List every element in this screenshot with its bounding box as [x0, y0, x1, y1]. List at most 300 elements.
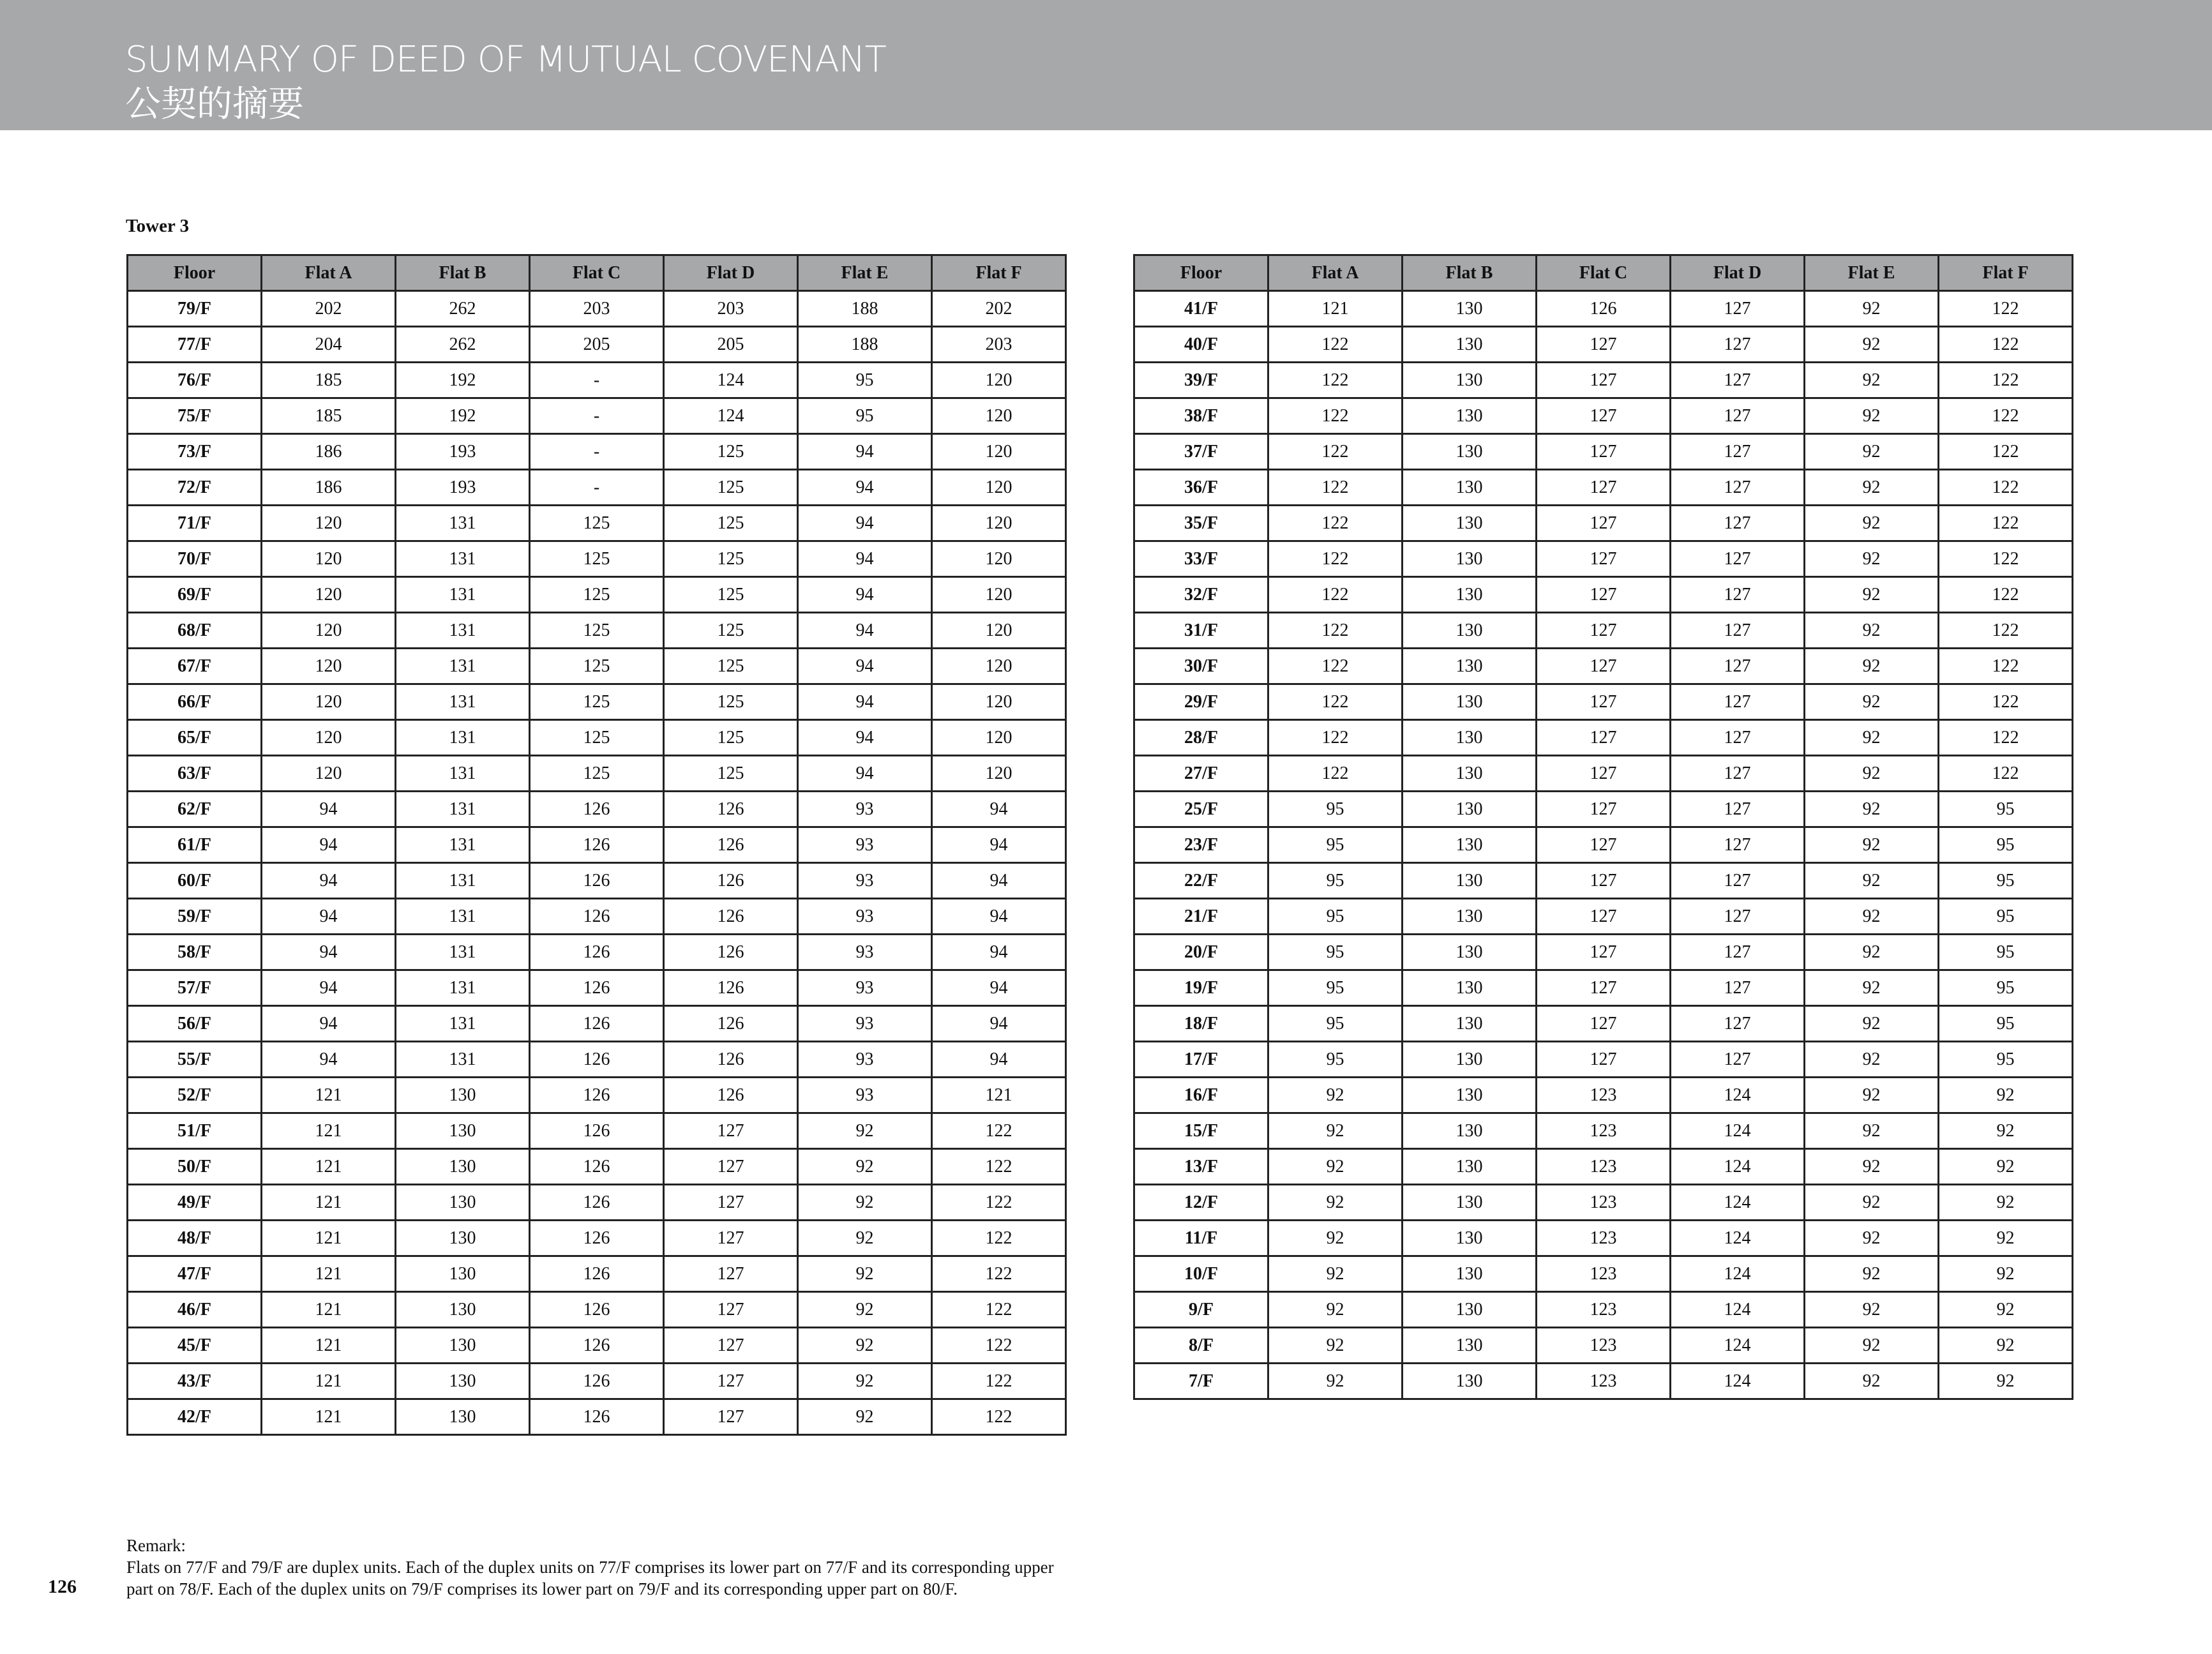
share-cell: 130 — [1403, 1042, 1537, 1078]
column-header: Flat E — [798, 255, 932, 291]
table-row — [128, 684, 1066, 720]
share-cell: 127 — [664, 1113, 798, 1149]
share-cell: 120 — [262, 577, 396, 613]
table-row — [128, 1185, 1066, 1221]
share-cell: 92 — [1805, 398, 1939, 434]
share-cell: 130 — [396, 1113, 530, 1149]
share-cell: 130 — [1403, 684, 1537, 720]
share-cell: 127 — [664, 1292, 798, 1328]
share-cell: 120 — [932, 398, 1066, 434]
page-title-english: SUMMARY OF DEED OF MUTUAL COVENANT — [125, 39, 886, 80]
share-cell: 130 — [1403, 327, 1537, 363]
table-row — [128, 1078, 1066, 1113]
share-cell: 126 — [530, 970, 664, 1006]
share-cell: 202 — [932, 291, 1066, 327]
share-cell: 94 — [932, 792, 1066, 827]
floor-cell: 37/F — [1134, 434, 1268, 470]
table-row — [128, 470, 1066, 506]
share-cell: 127 — [664, 1399, 798, 1435]
share-cell: 120 — [262, 506, 396, 541]
share-cell: 125 — [530, 684, 664, 720]
share-cell: 120 — [262, 720, 396, 756]
share-cell: 130 — [1403, 756, 1537, 792]
share-cell: 185 — [262, 363, 396, 398]
share-cell: 131 — [396, 720, 530, 756]
share-cell: 130 — [1403, 1292, 1537, 1328]
share-cell: 122 — [932, 1364, 1066, 1399]
share-cell: 120 — [932, 649, 1066, 684]
share-cell: 122 — [1939, 470, 2073, 506]
share-cell: 95 — [1939, 935, 2073, 970]
share-cell: 127 — [1537, 970, 1671, 1006]
share-cell: 127 — [664, 1221, 798, 1256]
share-cell: 130 — [1403, 792, 1537, 827]
share-cell: 93 — [798, 899, 932, 935]
floor-cell: 66/F — [128, 684, 262, 720]
share-cell: 92 — [798, 1399, 932, 1435]
share-cell: 127 — [1537, 398, 1671, 434]
share-cell: 94 — [262, 899, 396, 935]
share-cell: 127 — [1671, 470, 1805, 506]
share-cell: 120 — [932, 506, 1066, 541]
share-cell: 121 — [262, 1364, 396, 1399]
share-cell: 188 — [798, 291, 932, 327]
share-cell: 126 — [530, 1399, 664, 1435]
share-cell: 122 — [1939, 577, 2073, 613]
share-cell: 126 — [664, 827, 798, 863]
share-cell: 127 — [1537, 720, 1671, 756]
share-cell: 95 — [1268, 792, 1403, 827]
floor-cell: 10/F — [1134, 1256, 1268, 1292]
share-cell: 92 — [1805, 1364, 1939, 1399]
column-header: Flat B — [1403, 255, 1537, 291]
share-cell: 122 — [932, 1113, 1066, 1149]
share-cell: 92 — [1805, 1221, 1939, 1256]
share-cell: 92 — [1268, 1256, 1403, 1292]
table-row — [128, 1292, 1066, 1328]
floor-cell: 49/F — [128, 1185, 262, 1221]
share-cell: 127 — [1671, 541, 1805, 577]
share-cell: 126 — [530, 1149, 664, 1185]
floor-cell: 71/F — [128, 506, 262, 541]
share-cell: 122 — [1268, 398, 1403, 434]
share-cell: 127 — [664, 1185, 798, 1221]
share-cell: 92 — [1939, 1364, 2073, 1399]
share-cell: 95 — [1268, 935, 1403, 970]
share-cell: 130 — [396, 1399, 530, 1435]
share-cell: 122 — [1939, 720, 2073, 756]
share-cell: 126 — [530, 1364, 664, 1399]
floor-cell: 75/F — [128, 398, 262, 434]
share-cell: 122 — [1939, 327, 2073, 363]
share-cell: 122 — [1939, 434, 2073, 470]
share-cell: 92 — [1805, 899, 1939, 935]
share-cell: 123 — [1537, 1364, 1671, 1399]
share-cell: 125 — [664, 577, 798, 613]
table-row — [128, 613, 1066, 649]
floor-cell: 56/F — [128, 1006, 262, 1042]
share-cell: 120 — [932, 541, 1066, 577]
share-cell: 130 — [1403, 470, 1537, 506]
share-cell: 92 — [1805, 970, 1939, 1006]
share-cell: 120 — [932, 613, 1066, 649]
share-cell: 92 — [1939, 1328, 2073, 1364]
share-cell: 94 — [798, 684, 932, 720]
share-cell: 204 — [262, 327, 396, 363]
share-cell: 126 — [530, 792, 664, 827]
share-cell: 123 — [1537, 1113, 1671, 1149]
share-cell: 125 — [664, 434, 798, 470]
column-header: Flat B — [396, 255, 530, 291]
share-cell: 94 — [798, 613, 932, 649]
share-cell: 126 — [530, 863, 664, 899]
floor-cell: 77/F — [128, 327, 262, 363]
share-cell: 92 — [1805, 863, 1939, 899]
share-cell: 125 — [530, 613, 664, 649]
share-cell: 126 — [530, 1006, 664, 1042]
floor-cell: 17/F — [1134, 1042, 1268, 1078]
share-cell: 126 — [530, 1328, 664, 1364]
table-row — [1134, 541, 2073, 577]
table-row — [128, 1113, 1066, 1149]
table-row — [128, 398, 1066, 434]
share-cell: 127 — [664, 1149, 798, 1185]
floor-cell: 18/F — [1134, 1006, 1268, 1042]
table-row — [128, 649, 1066, 684]
share-cell: 125 — [530, 649, 664, 684]
share-cell: 94 — [798, 470, 932, 506]
share-cell: 123 — [1537, 1185, 1671, 1221]
share-cell: 93 — [798, 1042, 932, 1078]
share-cell: 122 — [1268, 434, 1403, 470]
share-cell: 125 — [664, 720, 798, 756]
share-cell: 124 — [1671, 1113, 1805, 1149]
share-cell: 95 — [1268, 970, 1403, 1006]
share-cell: 121 — [262, 1256, 396, 1292]
share-cell: 95 — [1939, 1006, 2073, 1042]
share-cell: 92 — [1939, 1256, 2073, 1292]
share-cell: 124 — [1671, 1221, 1805, 1256]
table-row — [1134, 827, 2073, 863]
share-cell: 130 — [1403, 1006, 1537, 1042]
floor-cell: 8/F — [1134, 1328, 1268, 1364]
share-cell: 122 — [1268, 649, 1403, 684]
share-cell: - — [530, 398, 664, 434]
share-cell: 124 — [1671, 1078, 1805, 1113]
share-cell: 127 — [1671, 577, 1805, 613]
column-header: Flat A — [1268, 255, 1403, 291]
floor-cell: 69/F — [128, 577, 262, 613]
floor-cell: 15/F — [1134, 1113, 1268, 1149]
share-cell: 95 — [1939, 1042, 2073, 1078]
share-cell: 92 — [798, 1364, 932, 1399]
share-cell: 120 — [932, 434, 1066, 470]
share-cell: 131 — [396, 863, 530, 899]
share-cell: 122 — [932, 1292, 1066, 1328]
floor-cell: 42/F — [128, 1399, 262, 1435]
share-cell: 122 — [932, 1328, 1066, 1364]
share-cell: 92 — [1805, 1042, 1939, 1078]
share-cell: 127 — [1537, 470, 1671, 506]
share-cell: 127 — [664, 1328, 798, 1364]
share-cell: 127 — [1537, 792, 1671, 827]
share-cell: 127 — [1671, 613, 1805, 649]
share-cell: 122 — [1939, 506, 2073, 541]
share-cell: 130 — [1403, 613, 1537, 649]
share-cell: 92 — [798, 1185, 932, 1221]
share-cell: 130 — [396, 1256, 530, 1292]
share-cell: 127 — [1671, 720, 1805, 756]
floor-cell: 65/F — [128, 720, 262, 756]
share-cell: 95 — [1939, 863, 2073, 899]
share-cell: 122 — [1268, 541, 1403, 577]
share-cell: 120 — [262, 684, 396, 720]
table-row — [1134, 649, 2073, 684]
share-cell: 127 — [1537, 899, 1671, 935]
share-cell: 94 — [798, 756, 932, 792]
share-cell: 120 — [262, 613, 396, 649]
share-cell: 121 — [262, 1113, 396, 1149]
floor-cell: 35/F — [1134, 506, 1268, 541]
share-cell: 94 — [798, 649, 932, 684]
share-cell: 185 — [262, 398, 396, 434]
floor-cell: 48/F — [128, 1221, 262, 1256]
floor-cell: 20/F — [1134, 935, 1268, 970]
share-cell: 131 — [396, 541, 530, 577]
share-cell: 122 — [1268, 684, 1403, 720]
table-row — [1134, 577, 2073, 613]
share-cell: 122 — [1939, 613, 2073, 649]
share-cell: 92 — [1268, 1113, 1403, 1149]
share-cell: 95 — [1268, 827, 1403, 863]
share-cell: 92 — [1268, 1328, 1403, 1364]
floor-cell: 13/F — [1134, 1149, 1268, 1185]
share-cell: 127 — [1671, 327, 1805, 363]
share-cell: 126 — [664, 935, 798, 970]
share-cell: 94 — [932, 1006, 1066, 1042]
table-row — [128, 1221, 1066, 1256]
share-cell: 92 — [1805, 1149, 1939, 1185]
share-cell: 192 — [396, 363, 530, 398]
share-cell: 130 — [396, 1078, 530, 1113]
share-cell: 127 — [1537, 684, 1671, 720]
table-row — [128, 1399, 1066, 1435]
section-title: Tower 3 — [126, 216, 190, 236]
table-row — [1134, 1078, 2073, 1113]
share-cell: 92 — [1805, 291, 1939, 327]
share-cell: 122 — [1268, 613, 1403, 649]
share-cell: 95 — [1939, 792, 2073, 827]
share-cell: 126 — [664, 899, 798, 935]
share-cell: 94 — [798, 434, 932, 470]
share-cell: 92 — [1939, 1149, 2073, 1185]
share-cell: 130 — [1403, 935, 1537, 970]
share-cell: 130 — [1403, 398, 1537, 434]
share-cell: 131 — [396, 756, 530, 792]
share-cell: 122 — [1268, 363, 1403, 398]
share-cell: 94 — [932, 970, 1066, 1006]
table-row — [128, 1364, 1066, 1399]
share-cell: 125 — [664, 684, 798, 720]
share-cell: 126 — [664, 1006, 798, 1042]
share-cell: 93 — [798, 863, 932, 899]
share-cell: 127 — [1537, 756, 1671, 792]
share-cell: 122 — [1939, 363, 2073, 398]
share-cell: 92 — [1805, 1185, 1939, 1221]
share-cell: 92 — [1805, 1292, 1939, 1328]
floor-cell: 29/F — [1134, 684, 1268, 720]
share-cell: 130 — [1403, 1256, 1537, 1292]
share-cell: 92 — [798, 1256, 932, 1292]
share-cell: - — [530, 470, 664, 506]
share-cell: 202 — [262, 291, 396, 327]
floor-cell: 70/F — [128, 541, 262, 577]
share-cell: 125 — [530, 720, 664, 756]
table-row — [1134, 1256, 2073, 1292]
table-header-row — [128, 255, 1066, 291]
share-cell: 123 — [1537, 1328, 1671, 1364]
share-cell: 122 — [1268, 720, 1403, 756]
share-cell: 131 — [396, 970, 530, 1006]
share-cell: 127 — [1537, 506, 1671, 541]
share-cell: 122 — [1939, 649, 2073, 684]
share-cell: 122 — [932, 1185, 1066, 1221]
share-cell: 94 — [932, 863, 1066, 899]
share-cell: 130 — [1403, 541, 1537, 577]
share-cell: 92 — [1939, 1113, 2073, 1149]
share-cell: 125 — [530, 756, 664, 792]
share-cell: 130 — [1403, 863, 1537, 899]
share-cell: 127 — [1671, 970, 1805, 1006]
share-cell: 123 — [1537, 1149, 1671, 1185]
share-cell: 188 — [798, 327, 932, 363]
share-cell: 92 — [1939, 1292, 2073, 1328]
share-cell: 121 — [262, 1221, 396, 1256]
share-cell: 120 — [932, 756, 1066, 792]
share-cell: 130 — [1403, 434, 1537, 470]
share-cell: 130 — [1403, 506, 1537, 541]
share-cell: 203 — [932, 327, 1066, 363]
share-cell: 186 — [262, 434, 396, 470]
share-cell: 123 — [1537, 1221, 1671, 1256]
share-cell: 127 — [1671, 363, 1805, 398]
share-cell: 94 — [262, 863, 396, 899]
share-cell: 120 — [932, 470, 1066, 506]
share-cell: 125 — [664, 613, 798, 649]
floor-cell: 76/F — [128, 363, 262, 398]
share-cell: 131 — [396, 577, 530, 613]
share-cell: 122 — [932, 1149, 1066, 1185]
share-cell: 131 — [396, 506, 530, 541]
share-cell: 93 — [798, 970, 932, 1006]
share-cell: 92 — [1268, 1149, 1403, 1185]
share-cell: 94 — [262, 935, 396, 970]
share-cell: 92 — [1805, 363, 1939, 398]
share-cell: 95 — [1939, 827, 2073, 863]
table-row — [1134, 970, 2073, 1006]
share-cell: 127 — [1537, 541, 1671, 577]
share-cell: 130 — [396, 1328, 530, 1364]
share-cell: 94 — [798, 541, 932, 577]
share-cell: 125 — [664, 649, 798, 684]
share-cell: 92 — [798, 1149, 932, 1185]
floor-cell: 79/F — [128, 291, 262, 327]
share-cell: 122 — [1939, 756, 2073, 792]
share-cell: 127 — [1671, 792, 1805, 827]
share-cell: 130 — [1403, 899, 1537, 935]
share-cell: 126 — [1537, 291, 1671, 327]
share-cell: 203 — [530, 291, 664, 327]
column-header: Floor — [128, 255, 262, 291]
left-table — [126, 254, 1067, 1436]
floor-cell: 67/F — [128, 649, 262, 684]
table-row — [1134, 1113, 2073, 1149]
table-row — [128, 541, 1066, 577]
share-cell: 130 — [1403, 1221, 1537, 1256]
share-cell: 124 — [664, 363, 798, 398]
column-header: Flat E — [1805, 255, 1939, 291]
table-row — [128, 1256, 1066, 1292]
share-cell: 120 — [932, 363, 1066, 398]
floor-cell: 63/F — [128, 756, 262, 792]
share-cell: 127 — [1671, 434, 1805, 470]
table-row — [128, 792, 1066, 827]
share-cell: 121 — [262, 1185, 396, 1221]
share-cell: 122 — [932, 1399, 1066, 1435]
share-cell: 94 — [262, 1006, 396, 1042]
share-cell: 122 — [1939, 541, 2073, 577]
table-row — [128, 327, 1066, 363]
header-banner — [0, 0, 2212, 130]
table-row — [1134, 1149, 2073, 1185]
share-cell: 95 — [1268, 1006, 1403, 1042]
floor-cell: 40/F — [1134, 327, 1268, 363]
share-cell: 130 — [1403, 970, 1537, 1006]
share-cell: 203 — [664, 291, 798, 327]
share-cell: 127 — [1537, 1006, 1671, 1042]
table-row — [1134, 720, 2073, 756]
share-cell: 126 — [530, 1221, 664, 1256]
share-cell: 92 — [1939, 1185, 2073, 1221]
share-cell: 130 — [1403, 720, 1537, 756]
share-cell: 131 — [396, 792, 530, 827]
share-cell: 92 — [1805, 541, 1939, 577]
share-cell: 127 — [1537, 863, 1671, 899]
share-cell: 127 — [1671, 756, 1805, 792]
share-cell: 120 — [932, 720, 1066, 756]
share-cell: 131 — [396, 649, 530, 684]
floor-cell: 36/F — [1134, 470, 1268, 506]
floor-cell: 72/F — [128, 470, 262, 506]
column-header: Flat C — [1537, 255, 1671, 291]
share-cell: 126 — [530, 827, 664, 863]
share-cell: 92 — [1805, 649, 1939, 684]
share-cell: 120 — [932, 684, 1066, 720]
share-cell: 130 — [1403, 1078, 1537, 1113]
floor-cell: 21/F — [1134, 899, 1268, 935]
share-cell: 92 — [1805, 327, 1939, 363]
share-cell: 127 — [664, 1256, 798, 1292]
table-row — [128, 506, 1066, 541]
column-header: Floor — [1134, 255, 1268, 291]
share-cell: 130 — [1403, 1113, 1537, 1149]
share-cell: 124 — [1671, 1292, 1805, 1328]
share-cell: 131 — [396, 684, 530, 720]
share-cell: 92 — [1805, 1328, 1939, 1364]
share-cell: 126 — [530, 1078, 664, 1113]
share-cell: 130 — [396, 1221, 530, 1256]
share-cell: 92 — [1805, 720, 1939, 756]
